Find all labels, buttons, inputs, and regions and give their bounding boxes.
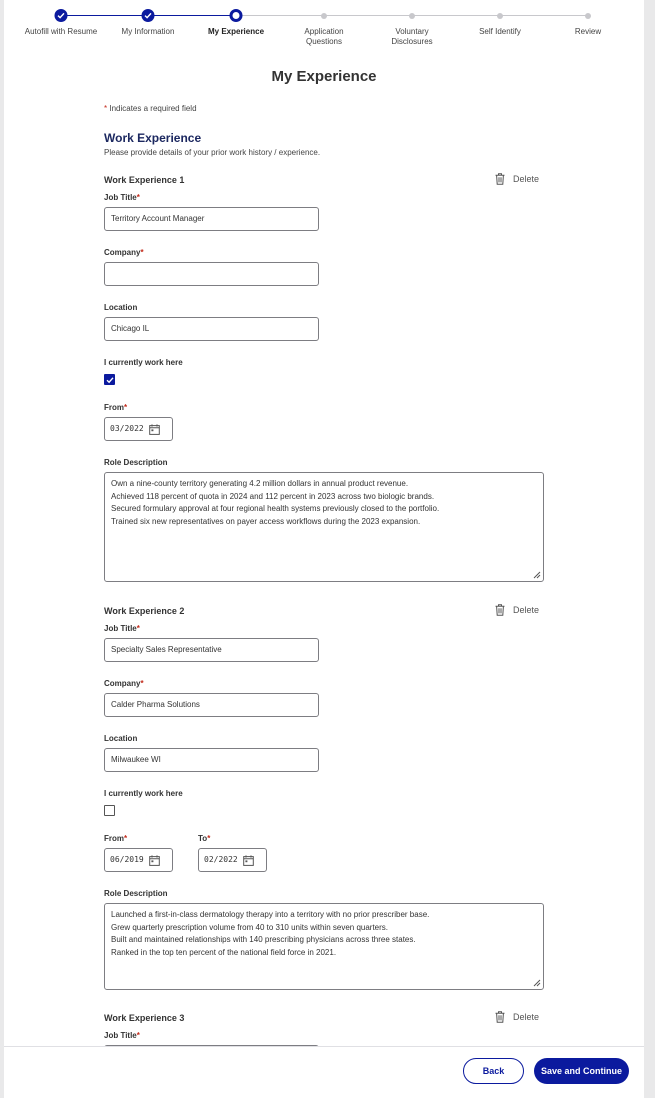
delete-work-experience-2-button[interactable] [495, 604, 539, 616]
location-label: Location [104, 734, 138, 743]
job-title-label-text: Job Title [104, 1031, 137, 1040]
step-pending-icon [585, 13, 591, 19]
currently-work-here-checkbox[interactable] [104, 805, 115, 816]
from-date-value: 03/2022 [110, 424, 144, 433]
step-label: Autofill with Resume [24, 27, 98, 36]
job-title-label [104, 1031, 140, 1040]
role-description-label: Role Description [104, 889, 168, 898]
company-input[interactable] [104, 262, 319, 286]
description-line: Achieved 118 percent of quota in 2024 and 112 percent in 2023 across two biologic brands. [111, 491, 435, 501]
required-asterisk: * [104, 104, 108, 113]
delete-label: Delete [513, 605, 540, 615]
from-date-value: 06/2019 [110, 855, 144, 864]
role-description-label: Role Description [104, 458, 168, 467]
step-complete-icon [142, 9, 155, 22]
to-label-text: To [198, 834, 208, 843]
from-label [104, 834, 127, 843]
currently-work-here-label: I currently work here [104, 789, 183, 798]
delete-label: Delete [513, 1012, 540, 1022]
from-label-text: From [104, 403, 124, 412]
description-line: Trained six new representatives on payer access workflows during the 2023 expansion. [111, 516, 421, 526]
progress-stepper [4, 0, 644, 60]
from-label [104, 403, 127, 412]
work-experience-2-title: Work Experience 2 [104, 606, 185, 616]
delete-work-experience-3-button[interactable] [495, 1011, 539, 1023]
description-line: Built and maintained relationships with 140 prescribing physicians across three states. [111, 935, 416, 944]
company-label-text: Company [104, 248, 141, 257]
step-pending-icon [321, 13, 327, 19]
step-label: My Information [121, 27, 175, 36]
calendar-icon[interactable] [149, 424, 160, 435]
job-title-input[interactable]: Territory Account Manager [104, 207, 319, 231]
currently-work-here-label: I currently work here [104, 358, 183, 367]
step-label: My Experience [207, 27, 265, 36]
page-title: My Experience [271, 68, 377, 85]
job-title-label [104, 624, 140, 633]
role-description-textarea[interactable] [104, 472, 544, 582]
step-label: Review [574, 27, 602, 36]
step-label: Voluntary Disclosures [391, 27, 433, 46]
delete-label: Delete [513, 174, 540, 184]
company-label [104, 679, 144, 688]
required-note-text: Indicates a required field [109, 104, 197, 113]
footer-bar [4, 1046, 644, 1098]
from-date-input[interactable] [104, 848, 173, 872]
description-line: Ranked in the top ten percent of the national field force in 2021. [111, 947, 337, 957]
required-asterisk: * [140, 679, 144, 688]
trash-icon [495, 1011, 505, 1023]
from-label-text: From [104, 834, 124, 843]
calendar-icon[interactable] [243, 855, 254, 866]
work-experience-3-title: Work Experience 3 [104, 1013, 185, 1023]
required-asterisk: * [136, 193, 140, 202]
back-button[interactable]: Back [463, 1058, 524, 1084]
description-line: Secured formulary approval at four regional health systems previously closed to the portfolio. [111, 504, 440, 513]
required-asterisk: * [136, 1031, 140, 1040]
checkmark-icon [106, 376, 114, 384]
section-subtitle: Please provide details of your prior work history / experience. [104, 148, 321, 157]
role-description-textarea[interactable] [104, 903, 544, 990]
company-input[interactable]: Calder Pharma Solutions [104, 693, 319, 717]
trash-icon [495, 173, 505, 185]
step-pending-icon [497, 13, 503, 19]
company-label-text: Company [104, 679, 141, 688]
step-label: Self Identify [479, 27, 521, 36]
currently-work-here-checkbox[interactable] [104, 374, 115, 385]
required-asterisk: * [140, 248, 144, 257]
section-title: Work Experience [104, 131, 202, 145]
application-card [4, 0, 644, 1098]
required-field-note [104, 104, 197, 113]
required-asterisk: * [207, 834, 211, 843]
resize-grip-icon[interactable] [533, 979, 541, 987]
required-asterisk: * [124, 403, 128, 412]
step-complete-icon [55, 9, 68, 22]
description-line: Own a nine-county territory generating 4.2 million dollars in annual product revenue. [111, 479, 409, 488]
location-input[interactable]: Milwaukee WI [104, 748, 319, 772]
required-asterisk: * [124, 834, 128, 843]
description-line: Grew quarterly prescription volume from 40 to 310 units within seven quarters. [111, 922, 389, 932]
company-label [104, 248, 144, 257]
step-label: Application Questions [304, 27, 344, 46]
step-pending-icon [409, 13, 415, 19]
step-current-icon [230, 9, 243, 22]
trash-icon [495, 604, 505, 616]
location-label: Location [104, 303, 138, 312]
location-input[interactable]: Chicago IL [104, 317, 319, 341]
to-date-input[interactable] [198, 848, 267, 872]
job-title-label-text: Job Title [104, 624, 137, 633]
description-line: Launched a first-in-class dermatology therapy into a territory with no prior prescriber base. [111, 910, 430, 919]
to-label [198, 834, 210, 843]
to-date-value: 02/2022 [204, 855, 238, 864]
from-date-input[interactable] [104, 417, 173, 441]
work-experience-1-title: Work Experience 1 [104, 175, 185, 185]
calendar-icon[interactable] [149, 855, 160, 866]
required-asterisk: * [136, 624, 140, 633]
resize-grip-icon[interactable] [533, 571, 541, 579]
job-title-label-text: Job Title [104, 193, 137, 202]
delete-work-experience-1-button[interactable] [495, 173, 539, 185]
job-title-input[interactable]: Specialty Sales Representative [104, 638, 319, 662]
job-title-label [104, 193, 140, 202]
save-and-continue-button[interactable]: Save and Continue [534, 1058, 629, 1084]
